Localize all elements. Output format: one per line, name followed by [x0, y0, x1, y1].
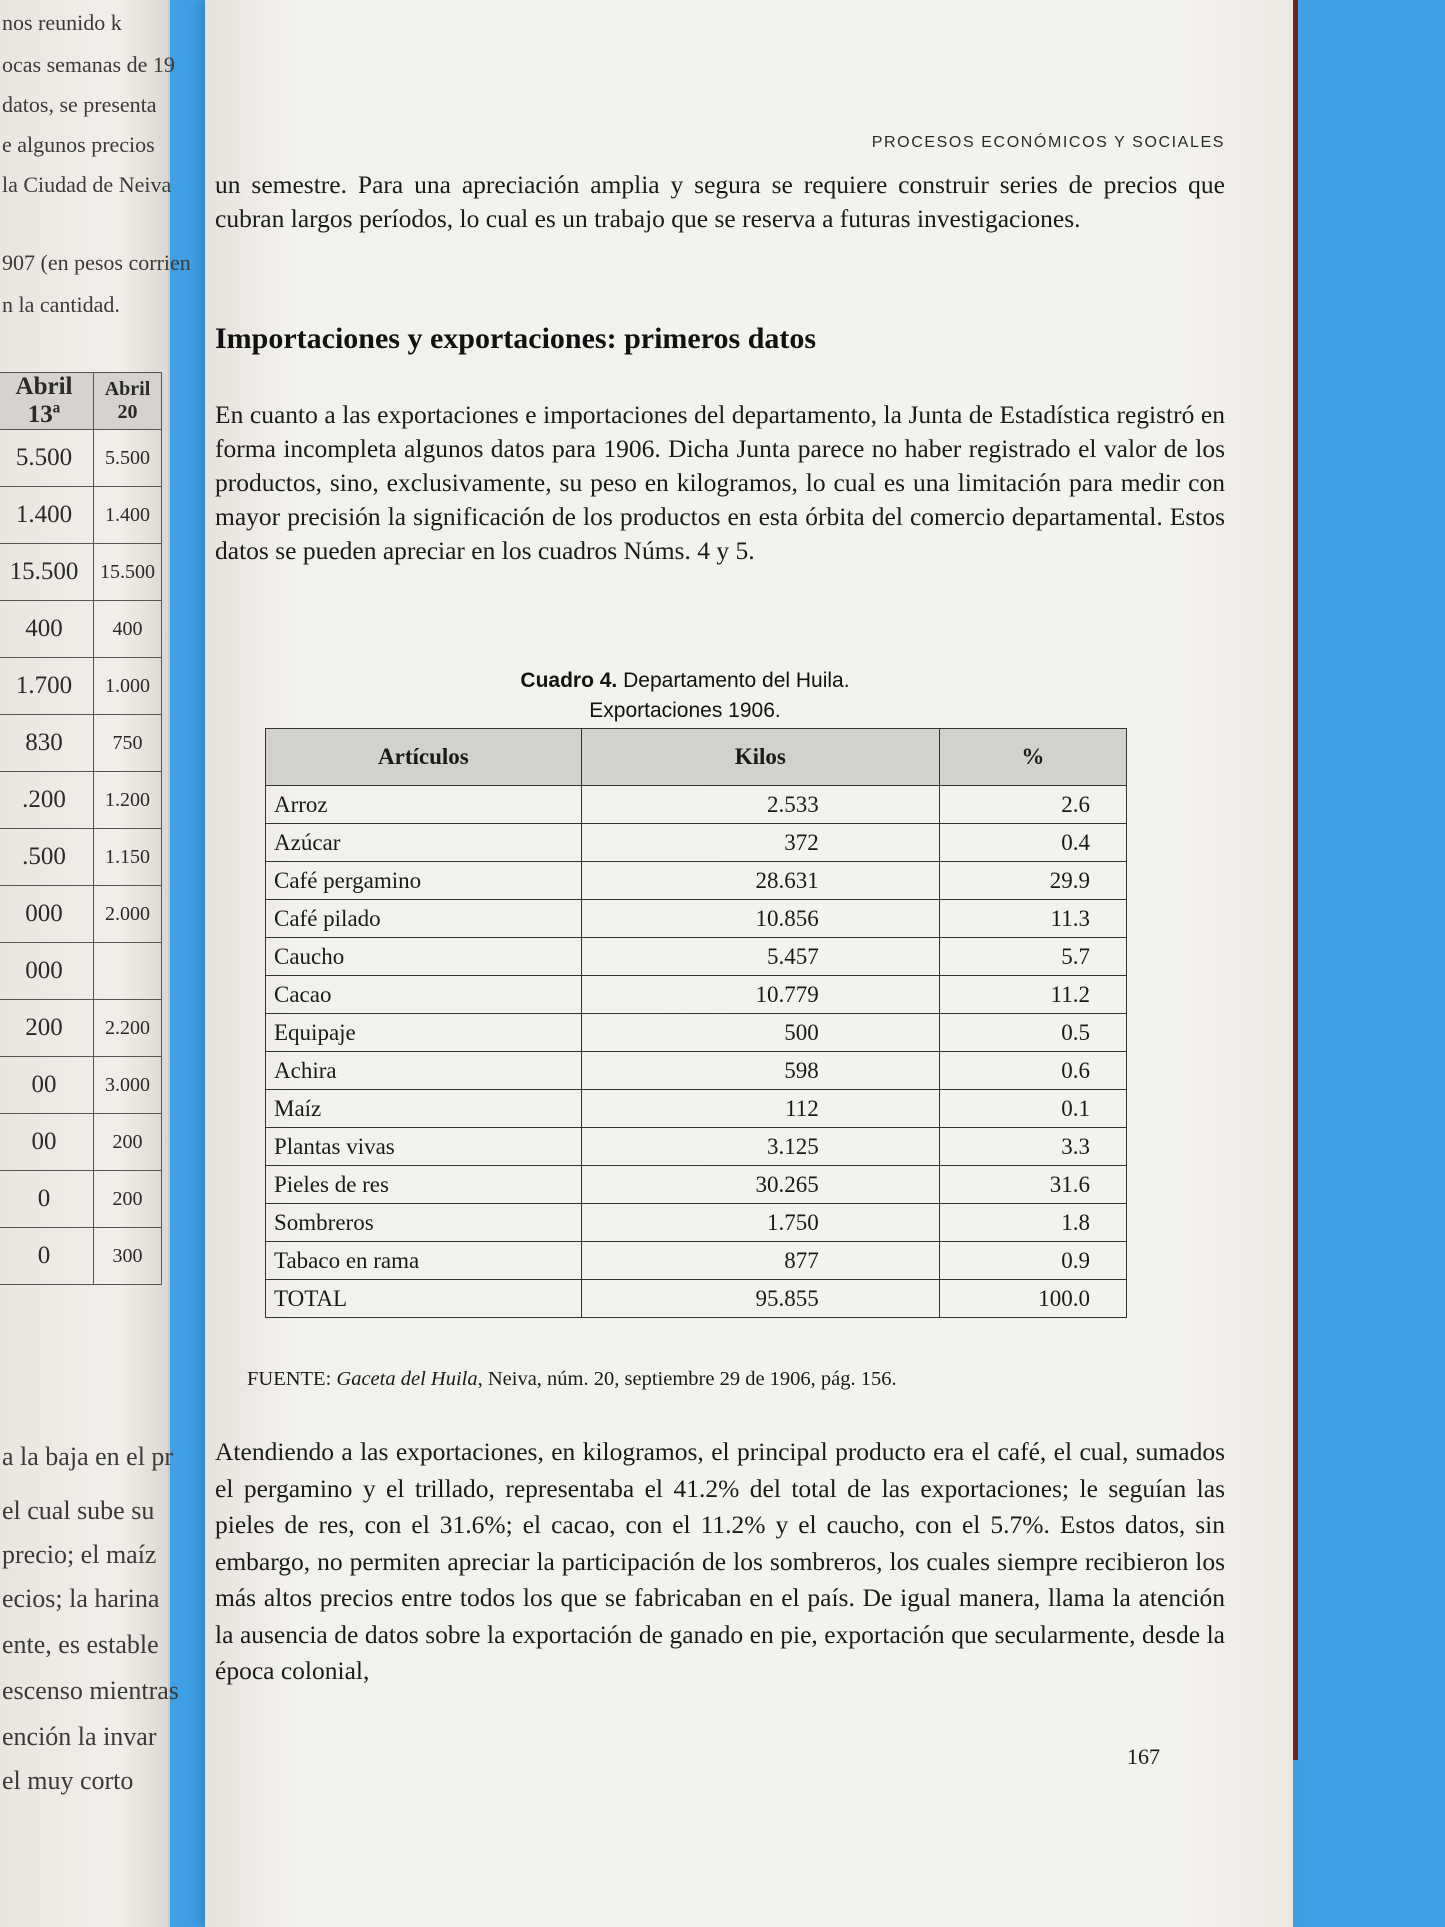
table-row [266, 900, 1127, 938]
left-table-cell-price-2: 300 [94, 1228, 162, 1285]
table-cell-article: Plantas vivas [266, 1128, 582, 1166]
table-caption-label: Cuadro 4. [520, 669, 618, 692]
page-number: 167 [1127, 1744, 1160, 1769]
left-table-cell-price: 000 [0, 943, 94, 1000]
left-table-cell-price-2: 2.200 [94, 1000, 162, 1057]
source-details: , Neiva, núm. 20, septiembre 29 de 1906, pág. 156. [477, 1368, 897, 1390]
left-table-cell-price: .200 [0, 772, 94, 829]
running-head: PROCESOS ECONÓMICOS Y SOCIALES [871, 134, 1225, 151]
table-cell-percent: 0.1 [939, 1090, 1126, 1128]
left-table-cell-price: 15.500 [0, 544, 94, 601]
table-caption-subtitle: Exportaciones 1906. [589, 699, 781, 722]
table-cell-percent: 11.3 [939, 900, 1126, 938]
left-table-cell-price-2: 1.000 [94, 658, 162, 715]
left-table-cell-price-2: 1.200 [94, 772, 162, 829]
table-cell-percent: 3.3 [939, 1128, 1126, 1166]
left-table-row [0, 829, 162, 886]
left-page-text-fragment: la Ciudad de Neiva [2, 172, 172, 197]
table-cell-kilos: 10.779 [581, 976, 939, 1014]
table-row [266, 1090, 1127, 1128]
left-table-cell-price-2 [94, 943, 162, 1000]
left-table-row [0, 943, 162, 1000]
table-cell-article: TOTAL [266, 1280, 582, 1318]
table-cell-kilos: 1.750 [581, 1204, 939, 1242]
left-price-table [0, 372, 162, 1285]
table-cell-percent: 29.9 [939, 862, 1126, 900]
left-table-cell-price: 1.400 [0, 487, 94, 544]
table-cell-percent: 1.8 [939, 1204, 1126, 1242]
left-table-header: Abril 13ª [0, 373, 94, 430]
table-cell-article: Azúcar [266, 824, 582, 862]
table-cell-kilos: 95.855 [581, 1280, 939, 1318]
left-table-row [0, 658, 162, 715]
table-row [266, 786, 1127, 824]
left-table-cell-price-2: 1.400 [94, 487, 162, 544]
left-table-cell-price: 5.500 [0, 430, 94, 487]
table-caption [425, 666, 945, 726]
left-page-text-fragment: escenso mientras [2, 1676, 179, 1705]
table-row [266, 1052, 1127, 1090]
left-table-row [0, 430, 162, 487]
left-table-header: Abril 20 [94, 373, 162, 430]
left-table-row [0, 601, 162, 658]
table-header-kilos: Kilos [581, 729, 939, 786]
section-heading: Importaciones y exportaciones: primeros datos [215, 322, 817, 355]
left-table-row [0, 1171, 162, 1228]
left-page [0, 0, 191, 1927]
source-label: FUENTE: [247, 1368, 332, 1390]
table-row [266, 938, 1127, 976]
source-title: Gaceta del Huila [336, 1368, 478, 1390]
table-cell-kilos: 500 [581, 1014, 939, 1052]
table-row [266, 824, 1127, 862]
left-page-text-fragment: precio; el maíz [2, 1540, 157, 1569]
intro-paragraph: un semestre. Para una apreciación amplia y segura se requiere construir series de precios que cubran largos períodos, lo cual es un trabajo que se reserva a futuras investigaciones. [215, 170, 1225, 233]
left-table-cell-price: 00 [0, 1114, 94, 1171]
table-cell-kilos: 598 [581, 1052, 939, 1090]
left-table-row [0, 886, 162, 943]
table-row [266, 1166, 1127, 1204]
table-cell-article: Arroz [266, 786, 582, 824]
table-cell-percent: 0.5 [939, 1014, 1126, 1052]
table-cell-kilos: 10.856 [581, 900, 939, 938]
left-table-row [0, 1000, 162, 1057]
left-page-text-fragment: el cual sube su [2, 1496, 155, 1525]
left-table-row [0, 715, 162, 772]
table-row [266, 1242, 1127, 1280]
left-table-cell-price-2: 400 [94, 601, 162, 658]
paragraph-analysis: Atendiendo a las exportaciones, en kilogramos, el principal producto era el café, el cual, sumados el pergamino y el trillado, representaba el 41.2% del total de las exportaciones; le seguían las pieles de res, con el 31.6%; el cacao, con el 11.2% y el caucho, con el 5.7%. Estos datos, sin embargo, no permiten apreciar la participación de los sombreros, los cuales siempre recibieron los más altos precios entre todos los que se fabricaban en el país. De igual manera, llama la atención la ausencia de datos sobre la exportación de ganado en pie, exportación que secularmente, desde la época colonial, [215, 1437, 1225, 1685]
table-cell-article: Maíz [266, 1090, 582, 1128]
table-cell-kilos: 372 [581, 824, 939, 862]
left-table-row [0, 1228, 162, 1285]
left-table-row [0, 1114, 162, 1171]
table-cell-article: Caucho [266, 938, 582, 976]
table-cell-percent: 5.7 [939, 938, 1126, 976]
table-cell-kilos: 28.631 [581, 862, 939, 900]
table-cell-percent: 0.6 [939, 1052, 1126, 1090]
table-cell-article: Café pilado [266, 900, 582, 938]
table-cell-article: Pieles de res [266, 1166, 582, 1204]
left-table-cell-price: 0 [0, 1171, 94, 1228]
left-page-text-fragment: datos, se presenta [2, 92, 157, 117]
table-row [266, 976, 1127, 1014]
left-table-cell-price: 200 [0, 1000, 94, 1057]
table-cell-kilos: 3.125 [581, 1128, 939, 1166]
table-cell-percent: 100.0 [939, 1280, 1126, 1318]
left-table-cell-price: 0 [0, 1228, 94, 1285]
table-row [266, 1014, 1127, 1052]
left-table-cell-price-2: 3.000 [94, 1057, 162, 1114]
table-cell-article: Café pergamino [266, 862, 582, 900]
table-cell-percent: 31.6 [939, 1166, 1126, 1204]
left-page-text-fragment: a la baja en el pr [2, 1442, 174, 1471]
right-page [205, 0, 1293, 1927]
left-page-text-fragment: ente, es estable [2, 1630, 159, 1659]
left-table-cell-price-2: 2.000 [94, 886, 162, 943]
table-cell-article: Sombreros [266, 1204, 582, 1242]
table-cell-kilos: 30.265 [581, 1166, 939, 1204]
table-row [266, 1204, 1127, 1242]
table-cell-kilos: 112 [581, 1090, 939, 1128]
left-table-row [0, 1057, 162, 1114]
table-cell-article: Equipaje [266, 1014, 582, 1052]
left-table-cell-price-2: 750 [94, 715, 162, 772]
left-page-text-fragment: n la cantidad. [2, 292, 120, 317]
left-table-cell-price-2: 200 [94, 1114, 162, 1171]
left-table-row [0, 487, 162, 544]
table-cell-percent: 0.9 [939, 1242, 1126, 1280]
left-page-text-fragment: ecios; la harina [2, 1584, 160, 1613]
left-table-cell-price: 1.700 [0, 658, 94, 715]
left-page-text-fragment: e algunos precios [2, 132, 155, 157]
left-page-text-fragment: ención la invar [2, 1722, 157, 1751]
table-cell-percent: 2.6 [939, 786, 1126, 824]
table-row [266, 1128, 1127, 1166]
table-cell-percent: 11.2 [939, 976, 1126, 1014]
left-table-cell-price: 000 [0, 886, 94, 943]
table-row [266, 1280, 1127, 1318]
table-header-articulos: Artículos [266, 729, 582, 786]
left-table-cell-price-2: 15.500 [94, 544, 162, 601]
table-cell-kilos: 2.533 [581, 786, 939, 824]
exports-table [265, 728, 1127, 1318]
table-header-percent: % [939, 729, 1126, 786]
table-cell-article: Cacao [266, 976, 582, 1014]
table-caption-title: Departamento del Huila. [623, 669, 850, 692]
table-row [266, 862, 1127, 900]
left-table-row [0, 772, 162, 829]
left-page-text-fragment: ocas semanas de 19 [2, 52, 175, 77]
left-table-cell-price-2: 5.500 [94, 430, 162, 487]
left-table-row [0, 544, 162, 601]
table-cell-article: Tabaco en rama [266, 1242, 582, 1280]
left-table-cell-price: .500 [0, 829, 94, 886]
left-table-cell-price-2: 1.150 [94, 829, 162, 886]
left-page-text-fragment: 907 (en pesos corrien [2, 250, 191, 275]
table-cell-kilos: 877 [581, 1242, 939, 1280]
left-table-cell-price: 00 [0, 1057, 94, 1114]
left-table-cell-price-2: 200 [94, 1171, 162, 1228]
table-cell-kilos: 5.457 [581, 938, 939, 976]
left-table-cell-price: 830 [0, 715, 94, 772]
paragraph-imports-exports: En cuanto a las exportaciones e importaciones del departamento, la Junta de Estadística registró en forma incompleta algunos datos para 1906. Dicha Junta parece no haber registrado el valor de los productos, sino, exclusivamente, su peso en kilogramos, lo cual es una limitación para medir con mayor precisión la significación de los productos en esta órbita del comercio departamental. Estos datos se pueden apreciar en los cuadros Núms. 4 y 5. [215, 400, 1225, 565]
table-source [247, 1368, 897, 1391]
table-cell-percent: 0.4 [939, 824, 1126, 862]
left-table-cell-price: 400 [0, 601, 94, 658]
left-page-text-fragment: nos reunido k [2, 10, 122, 35]
left-page-text-fragment: el muy corto [2, 1766, 134, 1795]
table-cell-article: Achira [266, 1052, 582, 1090]
